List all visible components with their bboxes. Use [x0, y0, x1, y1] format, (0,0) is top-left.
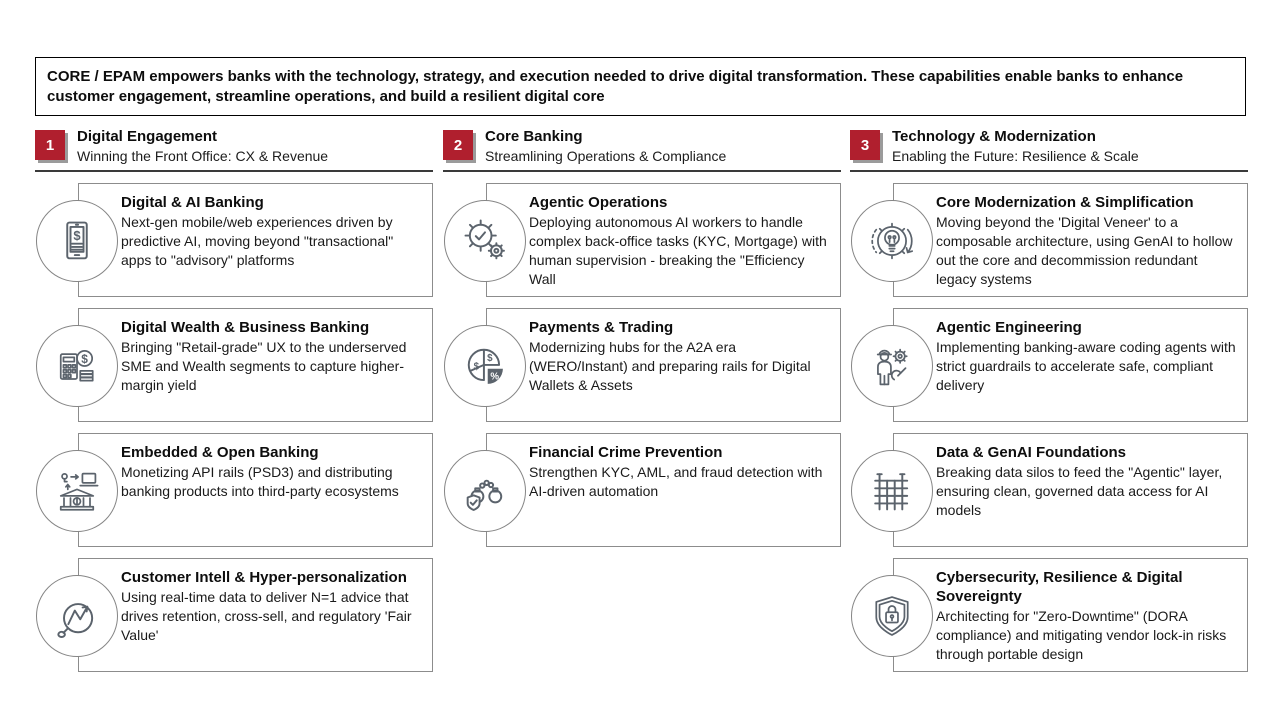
column-number-badge: 1 — [35, 130, 65, 160]
calculator-coins-icon — [51, 340, 103, 392]
card-icon-circle — [851, 200, 933, 282]
card-icon-circle — [36, 450, 118, 532]
card-title: Digital & AI Banking — [121, 194, 264, 211]
capability-card — [486, 433, 841, 547]
card-icon-circle — [36, 200, 118, 282]
card-title: Financial Crime Prevention — [529, 444, 723, 461]
capability-card — [78, 308, 433, 422]
card-title: Agentic Engineering — [936, 319, 1082, 336]
column-titles — [77, 127, 328, 166]
capability-card — [486, 183, 841, 297]
card-icon-circle — [444, 200, 526, 282]
capability-card — [486, 308, 841, 422]
column-header — [443, 127, 841, 170]
capability-card — [78, 558, 433, 672]
card-list — [850, 183, 1248, 672]
bulb-gear-icon — [866, 215, 918, 267]
column-titles — [892, 127, 1139, 166]
column-header — [35, 127, 433, 170]
card-title: Embedded & Open Banking — [121, 444, 319, 461]
card-icon-circle — [444, 325, 526, 407]
card-body: Monetizing API rails (PSD3) and distributing banking products into third-party ecosystems — [121, 464, 399, 499]
card-body: Using real-time data to deliver N=1 advice that drives retention, cross-sell, and regulatory 'Fair Value' — [121, 589, 412, 643]
column-divider — [35, 170, 433, 172]
column-technology-modernization — [850, 127, 1248, 683]
card-icon-circle — [851, 575, 933, 657]
shield-lock-icon — [866, 590, 918, 642]
capability-card — [893, 558, 1248, 672]
card-title: Payments & Trading — [529, 319, 674, 336]
column-subtitle: Winning the Front Office: CX & Revenue — [77, 148, 329, 164]
card-icon-circle — [36, 575, 118, 657]
card-body: Moving beyond the 'Digital Veneer' to a composable architecture, using GenAI to hollow out the core and decommission redundant legacy systems — [936, 214, 1233, 287]
card-list — [443, 183, 841, 547]
card-body: Strengthen KYC, AML, and fraud detection with AI-driven automation — [529, 464, 823, 499]
column-title: Digital Engagement — [77, 128, 218, 145]
column-number-badge: 2 — [443, 130, 473, 160]
column-divider — [443, 170, 841, 172]
capability-card — [893, 433, 1248, 547]
column-core-banking — [443, 127, 841, 558]
card-icon-circle — [444, 450, 526, 532]
column-header — [850, 127, 1248, 170]
gears-check-icon — [459, 215, 511, 267]
card-title: Digital Wealth & Business Banking — [121, 319, 370, 336]
card-body: Implementing banking-aware coding agents with strict guardrails to accelerate safe, compliant delivery — [936, 339, 1236, 393]
insight-magnifier-icon — [51, 590, 103, 642]
capability-card — [78, 183, 433, 297]
capability-card — [893, 183, 1248, 297]
card-body: Next-gen mobile/web experiences driven by predictive AI, moving beyond "transactional" apps to "advisory" platforms — [121, 214, 394, 268]
column-divider — [850, 170, 1248, 172]
column-title: Core Banking — [485, 128, 583, 145]
column-subtitle: Enabling the Future: Resilience & Scale — [892, 148, 1139, 164]
card-icon-circle — [851, 325, 933, 407]
column-number-badge: 3 — [850, 130, 880, 160]
column-title: Technology & Modernization — [892, 128, 1096, 145]
engineer-tools-icon — [866, 340, 918, 392]
tablet-dollar-icon — [51, 215, 103, 267]
card-title: Cybersecurity, Resilience & Digital Sovereignty — [936, 569, 1183, 605]
column-subtitle: Streamlining Operations & Compliance — [485, 148, 727, 164]
card-title: Core Modernization & Simplification — [936, 194, 1194, 211]
data-grid-icon — [866, 465, 918, 517]
pie-payments-icon — [459, 340, 511, 392]
card-body: Bringing "Retail-grade" UX to the underserved SME and Wealth segments to capture higher-margin yield — [121, 339, 407, 393]
card-list — [35, 183, 433, 672]
card-body: Deploying autonomous AI workers to handle complex back-office tasks (KYC, Mortgage) with human supervision - breaking the "Efficiency Wall — [529, 214, 827, 287]
card-title: Customer Intell & Hyper-personalization — [121, 569, 407, 586]
intro-banner-text: CORE / EPAM empowers banks with the technology, strategy, and execution needed to drive digital transformation. These capabilities enable banks to enhance customer engagement, streamline operations, and build a resilient digital core — [47, 68, 1184, 105]
card-icon-circle — [851, 450, 933, 532]
card-body: Architecting for "Zero-Downtime" (DORA compliance) and mitigating vendor lock-in risks through portable design — [936, 608, 1227, 662]
card-title: Data & GenAI Foundations — [936, 444, 1127, 461]
capability-card — [78, 433, 433, 547]
card-title: Agentic Operations — [529, 194, 668, 211]
card-icon-circle — [36, 325, 118, 407]
column-titles — [485, 127, 726, 166]
column-digital-engagement — [35, 127, 433, 683]
bank-api-icon — [51, 465, 103, 517]
card-body: Breaking data silos to feed the "Agentic" layer, ensuring clean, governed data access for AI models — [936, 464, 1223, 518]
intro-banner — [35, 57, 1246, 116]
handcuffs-shield-icon — [459, 465, 511, 517]
card-body: Modernizing hubs for the A2A era (WERO/Instant) and preparing rails for Digital Wallets & Assets — [529, 339, 811, 393]
capability-card — [893, 308, 1248, 422]
